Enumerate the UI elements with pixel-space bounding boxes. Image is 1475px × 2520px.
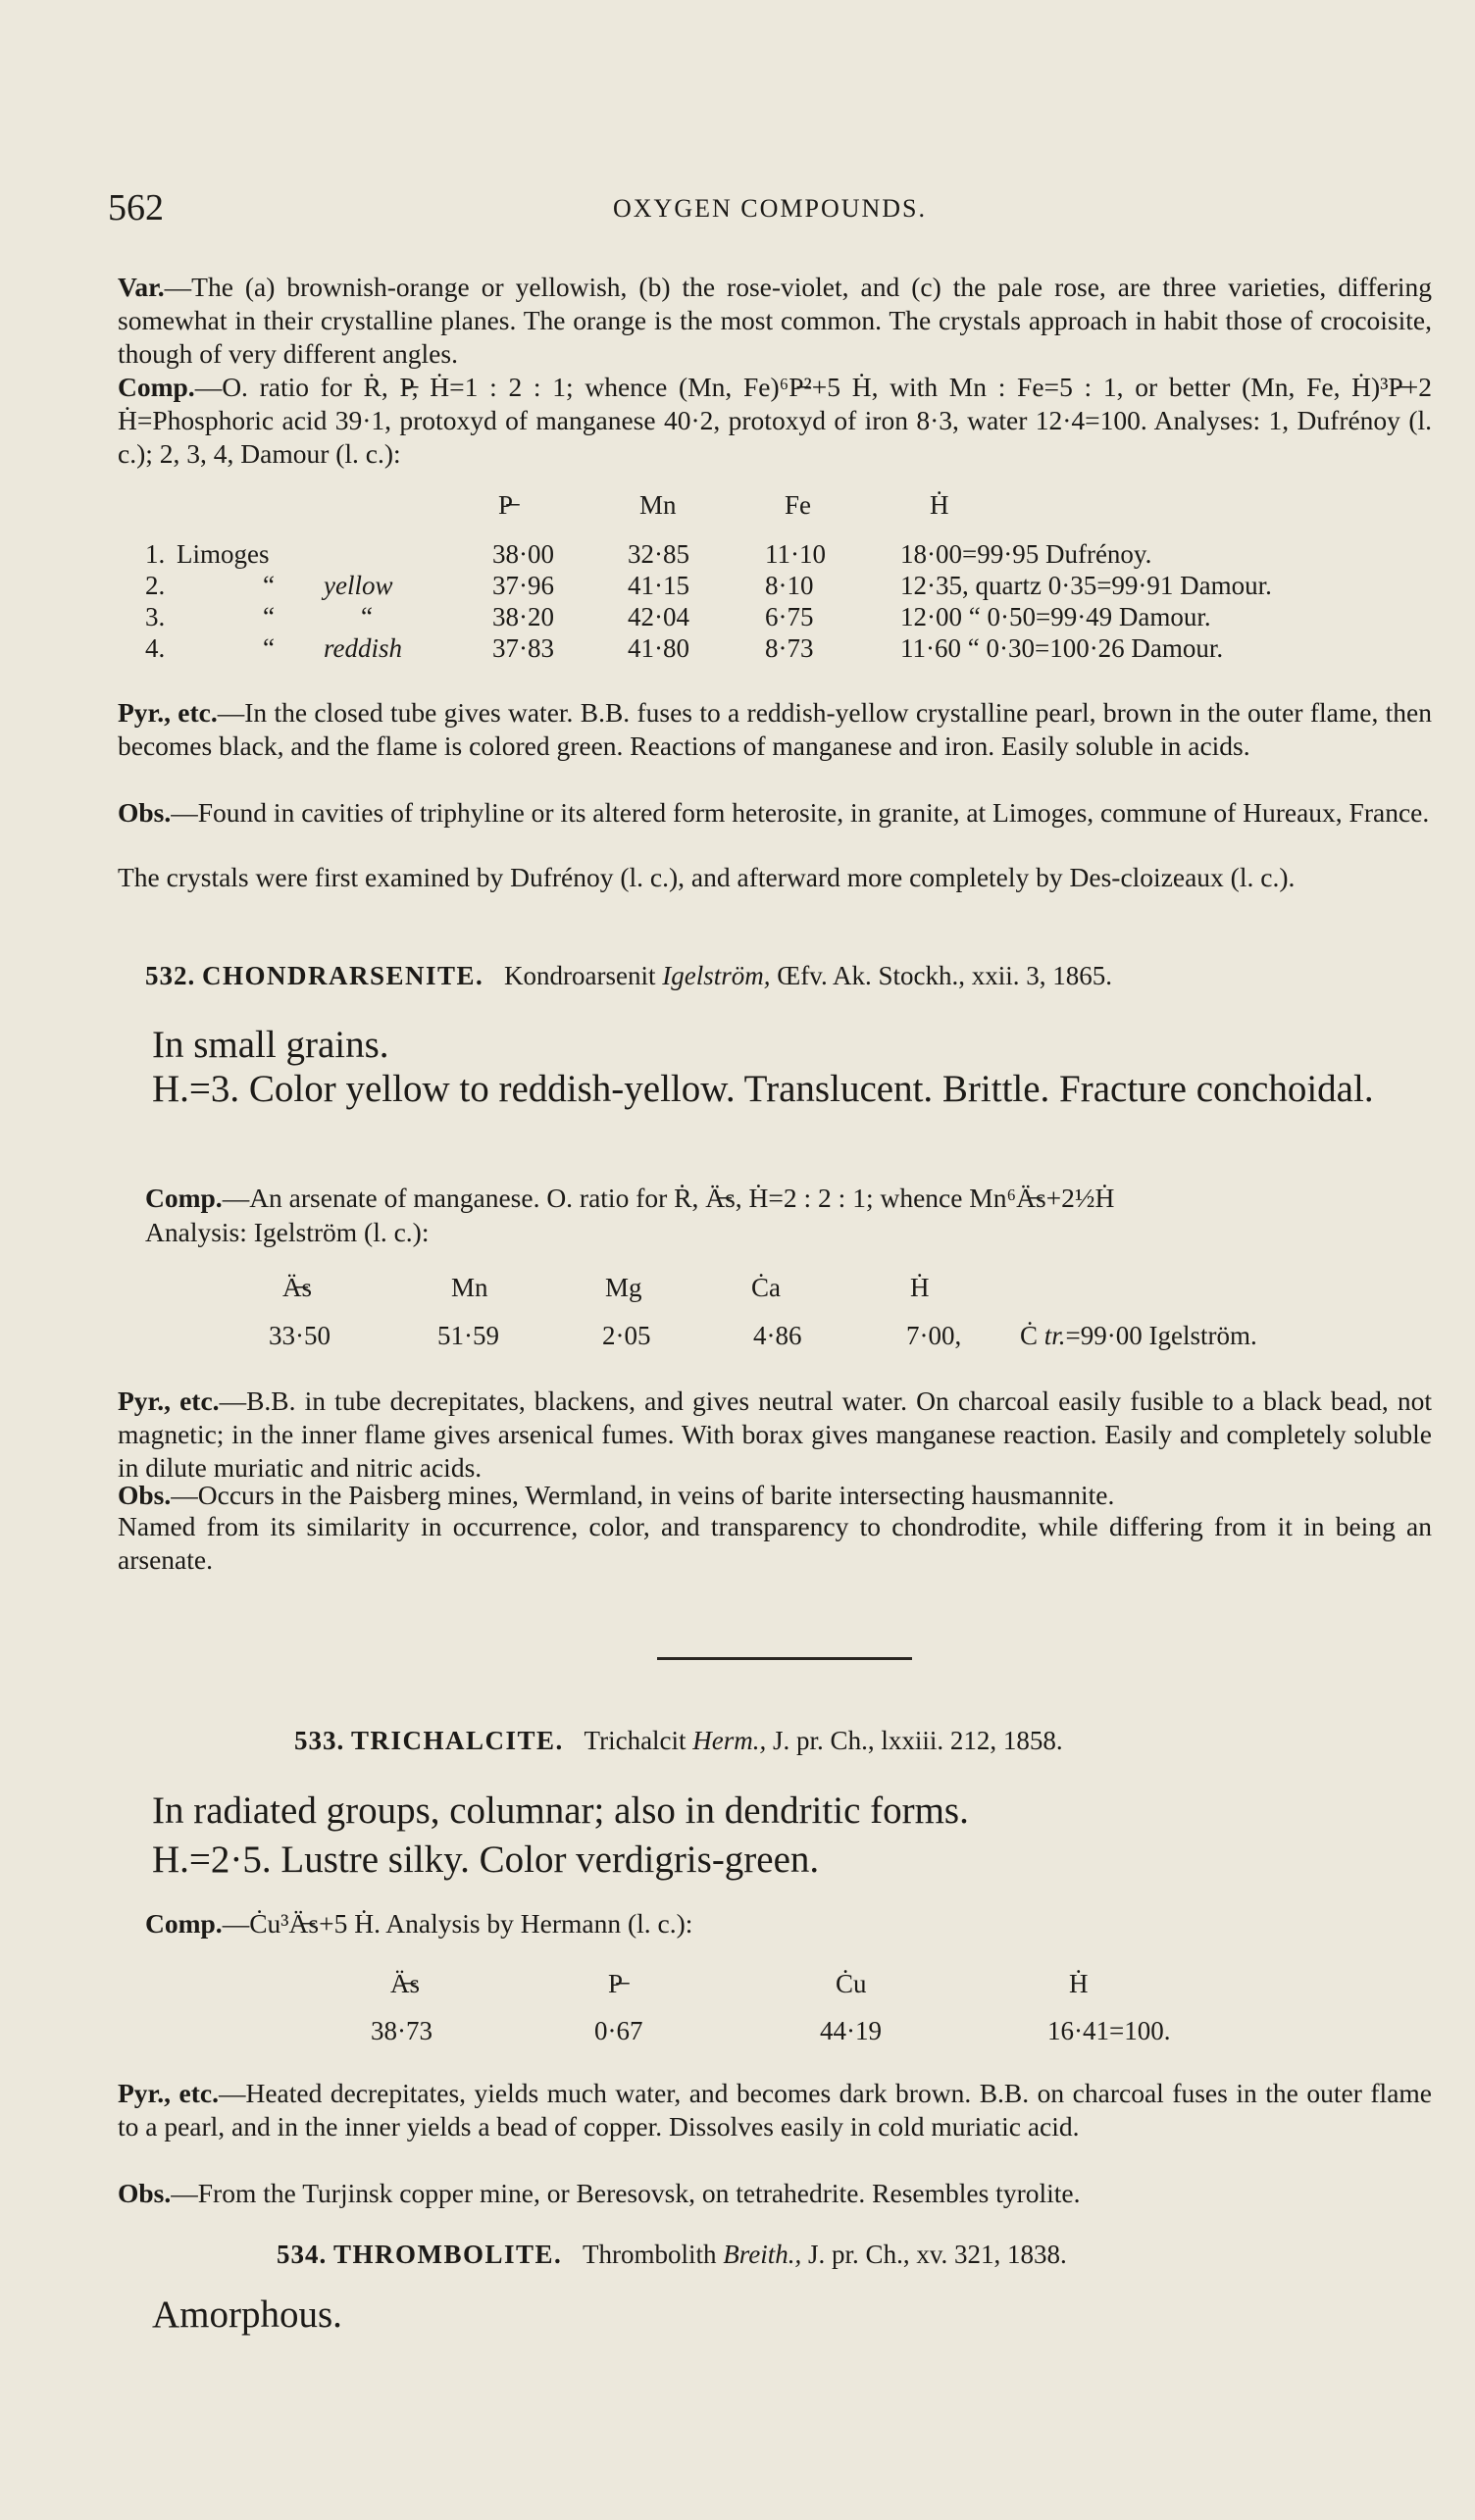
analysis-532: Analysis: Igelström (l. c.): [145, 1217, 430, 1247]
comp-533: Comp.—Ċu³Ä̶s+5 Ḣ. Analysis by Hermann (l. c.): [145, 1908, 693, 1939]
species-heading-532: 532. CHONDRARSENITE. Kondroarsenit Igelström, Œfv. Ak. Stockh., xxii. 3, 1865. [145, 961, 1113, 990]
table1-header-fe: Fe [785, 490, 811, 520]
obs-532: Obs.—Occurs in the Paisberg mines, Wermland, in veins of barite intersecting hausmannite. [118, 1480, 1115, 1510]
description-532-line2: H.=3. Color yellow to reddish-yellow. Translucent. Brittle. Fracture conchoidal. [152, 1068, 1374, 1110]
species-heading-534: 534. THROMBOLITE. Thrombolith Breith., J. pr. Ch., xv. 321, 1838. [277, 2240, 1067, 2269]
var-text: —The (a) brownish-orange or yellowish, (b) the rose-violet, and (c) the pale rose, are three varieties, differing somewhat in their crystalline planes. The orange is the most common. The crystals approach in habit those of crocoisite, though of very different angles. [118, 272, 1432, 369]
pyr-paragraph: Pyr., etc.—In the closed tube gives water. B.B. fuses to a reddish-yellow crystalline pearl, brown in the outer flame, then becomes black, and the flame is colored green. Reactions of manganese and iron. Easily soluble in acids. [118, 697, 1432, 761]
description-532-line1: In small grains. [152, 1024, 389, 1066]
var-paragraph [118, 271, 1432, 371]
var-label: Var. [118, 272, 165, 302]
named-532: Named from its similarity in occurrence, color, and transparency to chondrodite, while differing from it in being an arsenate. [118, 1511, 1432, 1575]
obs-533: Obs.—From the Turjinsk copper mine, or Beresovsk, on tetrahedrite. Resembles tyrolite. [118, 2178, 1081, 2208]
obs-paragraph: Obs.—Found in cavities of triphyline or its altered form heterosite, in granite, at Limoges, commune of Hureaux, France. [118, 797, 1430, 828]
table1-header-p: P̶ [498, 490, 514, 520]
pyr-532: Pyr., etc.—B.B. in tube decrepitates, blackens, and gives neutral water. On charcoal easily fusible to a black bead, not magnetic; in the inner flame gives arsenical fumes. With borax gives manganese reaction. Easily and completely soluble in dilute muriatic and nitric acids. [118, 1386, 1432, 1483]
species-heading-533: 533. TRICHALCITE. Trichalcit Herm., J. pr. Ch., lxxiii. 212, 1858. [294, 1726, 1063, 1755]
comp-paragraph [118, 371, 1432, 471]
table1-header-mn: Mn [639, 490, 677, 520]
comp-text: —O. ratio for Ṙ, P̶, Ḣ=1 : 2 : 1; whence (Mn, Fe)⁶P̶²+5 Ḣ, with Mn : Fe=5 : 1, or better (Mn, Fe, Ḣ)³P̶+2 Ḣ=Phosphoric acid 39·1, protoxyd of manganese 40·2, protoxyd of iron 8·3, water 12·4=100. Analyses: 1, Dufrénoy (l. c.); 2, 3, 4, Damour (l. c.): [118, 372, 1432, 469]
description-534-line1: Amorphous. [152, 2293, 342, 2336]
note-paragraph: The crystals were first examined by Dufrénoy (l. c.), and afterward more completely by Des-cloizeaux (l. c.). [118, 862, 1296, 892]
table1-header-h: Ḣ [930, 490, 949, 520]
section-divider [657, 1657, 912, 1660]
pyr-533: Pyr., etc.—Heated decrepitates, yields much water, and becomes dark brown. B.B. on charcoal fuses in the outer flame to a pearl, and in the inner yields a bead of copper. Dissolves easily in cold muriatic acid. [118, 2078, 1432, 2142]
comp-label: Comp. [118, 372, 195, 402]
description-533-line1: In radiated groups, columnar; also in dendritic forms. [152, 1789, 969, 1832]
page-header [108, 186, 1432, 235]
running-title: OXYGEN COMPOUNDS. [612, 194, 928, 223]
book-page: 562 OXYGEN COMPOUNDS. Var.—The (a) brownish-orange or yellowish, (b) the rose-violet, and (c) the pale rose, are three varieties, differing somewhat in their crystalline planes. The orange is the most common. The crystals approach in habit those of crocoisite, though of very different angles. Comp.—O. ratio for Ṙ, P̶, Ḣ=1 : 2 : 1; whence (Mn, Fe)⁶P̶²+5 Ḣ, with Mn : Fe=5 : 1, or better (Mn, Fe, Ḣ)³P̶+2 Ḣ=Phosphoric acid 39·1, protoxyd of manganese 40·2, protoxyd of iron 8·3, water 12·4=100. Analyses: 1, Dufrénoy (l. c.); 2, 3, 4, Damour (l. c.): P̶ Mn Fe Ḣ 1. Limoges 38·00 32·85 11·10 18·00=99·95 Dufrénoy. 2. “ yellow 37·96 41·15 8·10 12·35, quartz 0·35=99·91 Damour. 3. “ “ 38·20 42·04 6·75 12·00 “ 0·50=99·49 Damour. 4. “ reddish 37·83 41·80 8·73 11·60 “ 0·30=100·26 Damour. Pyr., etc.—In the closed tube gives water. B.B. fuses to a reddish-yellow crystalline pearl, brown in the outer flame, then becomes black, and the flame is colored green. Reactions of manganese and iron. Easily soluble in acids. Obs.—Found in cavities of triphyline or its altered form heterosite, in granite, at Limoges, commune of Hureaux, France. The crystals were first examined by Dufrénoy (l. c.), and afterward more completely by Des-cloizeaux (l. c.). 532. CHONDRARSENITE. Kondroarsenit Igelström, Œfv. Ak. Stockh., xxii. 3, 1865. In small grains. H.=3. Color yellow to reddish-yellow. Translucent. Brittle. Fracture conchoidal. Comp.—An arsenate of manganese. O. ratio for Ṙ, Ä̶s, Ḣ=2 : 2 : 1; whence Mn⁶Ä̶s+2½Ḣ Analysis: Igelström (l. c.): Ä̶s Mn Mg Ċa Ḣ 33·50 51·59 2·05 4·86 7·00, Ċ tr.=99·00 Igelström. Pyr., etc.—B.B. in tube decrepitates, blackens, and gives neutral water. On charcoal easily fusible to a black bead, not magnetic; in the inner flame gives arsenical fumes. With borax gives manganese reaction. Easily and completely soluble in dilute muriatic and nitric acids. Obs.—Occurs in the Paisberg mines, Wermland, in veins of barite intersecting hausmannite. Named from its similarity in occurrence, color, and transparency to chondrodite, while differing from it in being an arsenate. 533. TRICHALCITE. Trichalcit Herm., J. pr. Ch., lxxiii. 212, 1858. In radiated groups, columnar; also in dendritic forms. H.=2·5. Lustre silky. Color verdigris-green. Comp.—Ċu³Ä̶s+5 Ḣ. Analysis by Hermann (l. c.): Ä̶s P̶ Ċu Ḣ 38·73 0·67 44·19 16·41=100. Pyr., etc.—Heated decrepitates, yields much water, and becomes dark brown. B.B. on charcoal fuses in the outer flame to a pearl, and in the inner yields a bead of copper. Dissolves easily in cold muriatic acid. Obs.—From the Turjinsk copper mine, or Beresovsk, on tetrahedrite. Resembles tyrolite. 534. THROMBOLITE. Thrombolith Breith., J. pr. Ch., xv. 321, 1838. Amorphous. [108, 187, 1432, 2336]
page-number: 562 [108, 187, 164, 228]
description-533-line2: H.=2·5. Lustre silky. Color verdigris-green. [152, 1839, 820, 1881]
comp-532: Comp.—An arsenate of manganese. O. ratio for Ṙ, Ä̶s, Ḣ=2 : 2 : 1; whence Mn⁶Ä̶s+2½Ḣ [145, 1183, 1115, 1213]
